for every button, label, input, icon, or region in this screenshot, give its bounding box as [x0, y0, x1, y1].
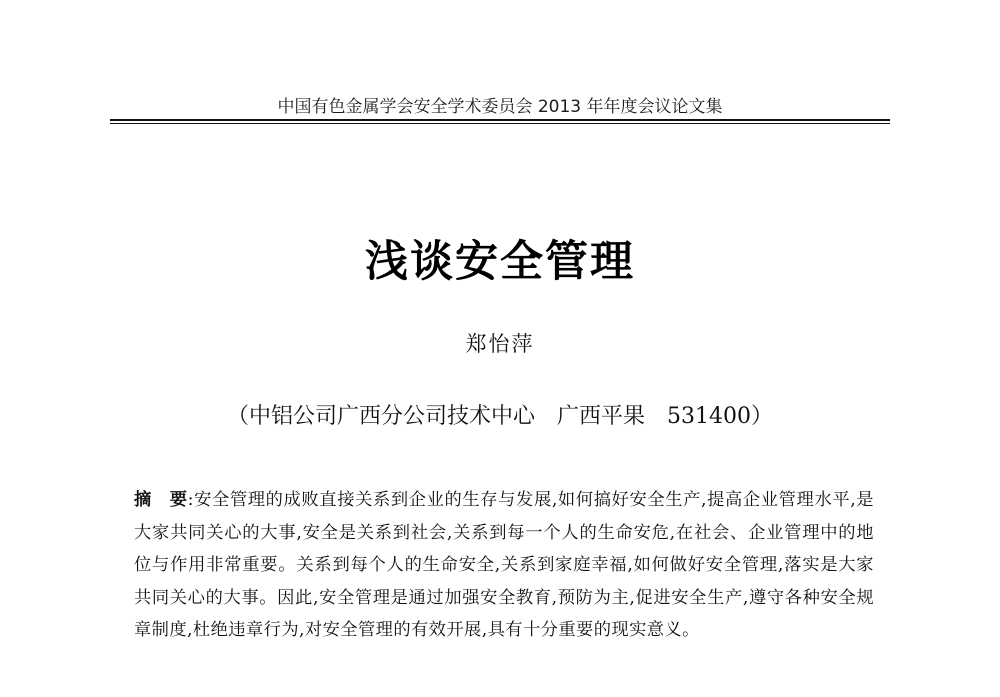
author-affiliation: （中铝公司广西分公司技术中心 广西平果 531400）	[227, 404, 773, 429]
abstract	[134, 484, 874, 647]
abstract-label: 摘 要	[134, 490, 188, 510]
running-header: 中国有色金属学会安全学术委员会 2013 年年度会议论文集	[277, 97, 723, 117]
header-rule-secondary	[110, 123, 890, 124]
author-name: 郑怡萍	[465, 332, 535, 356]
paper-title: 浅谈安全管理	[365, 237, 635, 287]
header-rule	[110, 119, 890, 121]
abstract-text: :安全管理的成败直接关系到企业的生存与发展,如何搞好安全生产,提高企业管理水平,是大家共同关心的大事,安全是关系到社会,关系到每一个人的生命安危,在社会、企业管理中的地位与作用非常重要。关系到每个人的生命安全,关系到家庭幸福,如何做好安全管理,落实是大家共同关心的大事。因此,安全管理是通过加强安全教育,预防为主,促进安全生产,遵守各种安全规章制度,杜绝违章行为,对安全管理的有效开展,具有十分重要的现实意义。	[134, 490, 874, 641]
